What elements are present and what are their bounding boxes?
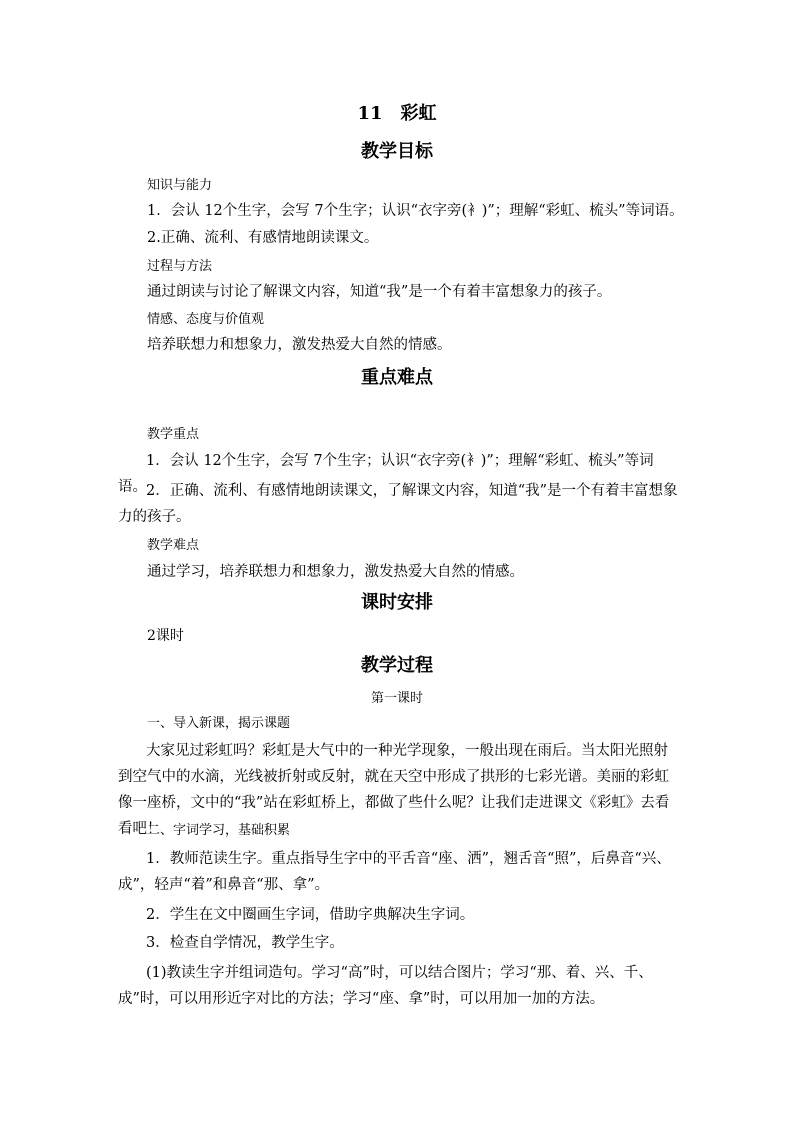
difficulty-label: 教学难点 — [147, 538, 200, 553]
difficulty-text: 通过学习，培养联想力和想象力，激发热爱大自然的情感。 — [147, 564, 524, 580]
schedule-heading: 课时安排 — [361, 592, 433, 613]
period-label: 第一课时 — [370, 691, 423, 706]
process-method-text: 通过朗读与讨论了解课文内容，知道“我”是一个有着丰富想象力的孩子。 — [147, 284, 612, 300]
knowledge-item-1: 1．会认 12个生字，会写 7个生字；认识“衣字旁(衤)”；理解“彩虹、梳头”等词语。 — [147, 203, 684, 219]
process-heading: 教学过程 — [361, 655, 433, 676]
values-text: 培养联想力和想象力，激发热爱大自然的情感。 — [147, 337, 452, 353]
step1-label: 一、导入新课，揭示课题 — [147, 716, 291, 731]
focus-label: 教学重点 — [147, 427, 200, 442]
knowledge-label: 知识与能力 — [147, 178, 213, 193]
lesson-title: 11 彩虹 — [357, 103, 437, 124]
objectives-heading: 教学目标 — [361, 141, 433, 162]
key-points-heading: 重点难点 — [361, 367, 433, 388]
values-label: 情感、态度与价值观 — [147, 312, 265, 327]
focus-item-2: 2．正确、流利、有感情地朗读课文，了解课文内容，知道“我”是一个有着丰富想象力的孩子。 — [118, 483, 678, 525]
step2-item-2: 2．学生在文中圈画生字词，借助字典解决生字词。 — [146, 907, 475, 923]
step2-item-3: 3．检查自学情况，教学生字。 — [146, 935, 344, 951]
schedule-text: 2课时 — [147, 628, 184, 644]
step2-item-4: (1)教读生字并组词造句。学习“高”时，可以结合图片；学习“那、着、兴、千、成”时，可以用形近字对比的方法；学习“座、拿”时，可以用加一加的方法。 — [118, 965, 653, 1007]
step1-text: 大家见过彩虹吗？彩虹是大气中的一种光学现象，一般出现在雨后。当太阳光照射到空气中的水滴，光线被折射或反射，就在天空中形成了拱形的七彩光谱。美丽的彩虹像一座桥，文中的“我”站在彩虹桥上，都做了些什么呢？让我们走进课文《彩虹》去看看吧！ — [118, 743, 670, 837]
focus-item-1: 1．会认 12个生字，会写 7个生字；认识“衣字旁(衤)”；理解“彩虹、梳头”等词语。 — [118, 453, 654, 495]
step2-item-1: 1．教师范读生字。重点指导生字中的平舌音“座、洒”，翘舌音“照”，后鼻音“兴、成”，轻声“着”和鼻音“那、拿”。 — [118, 851, 671, 893]
knowledge-item-2: 2.正确、流利、有感情地朗读课文。 — [147, 230, 379, 246]
step2-label: 二、字词学习，基础积累 — [147, 823, 291, 838]
process-method-label: 过程与方法 — [147, 259, 213, 274]
